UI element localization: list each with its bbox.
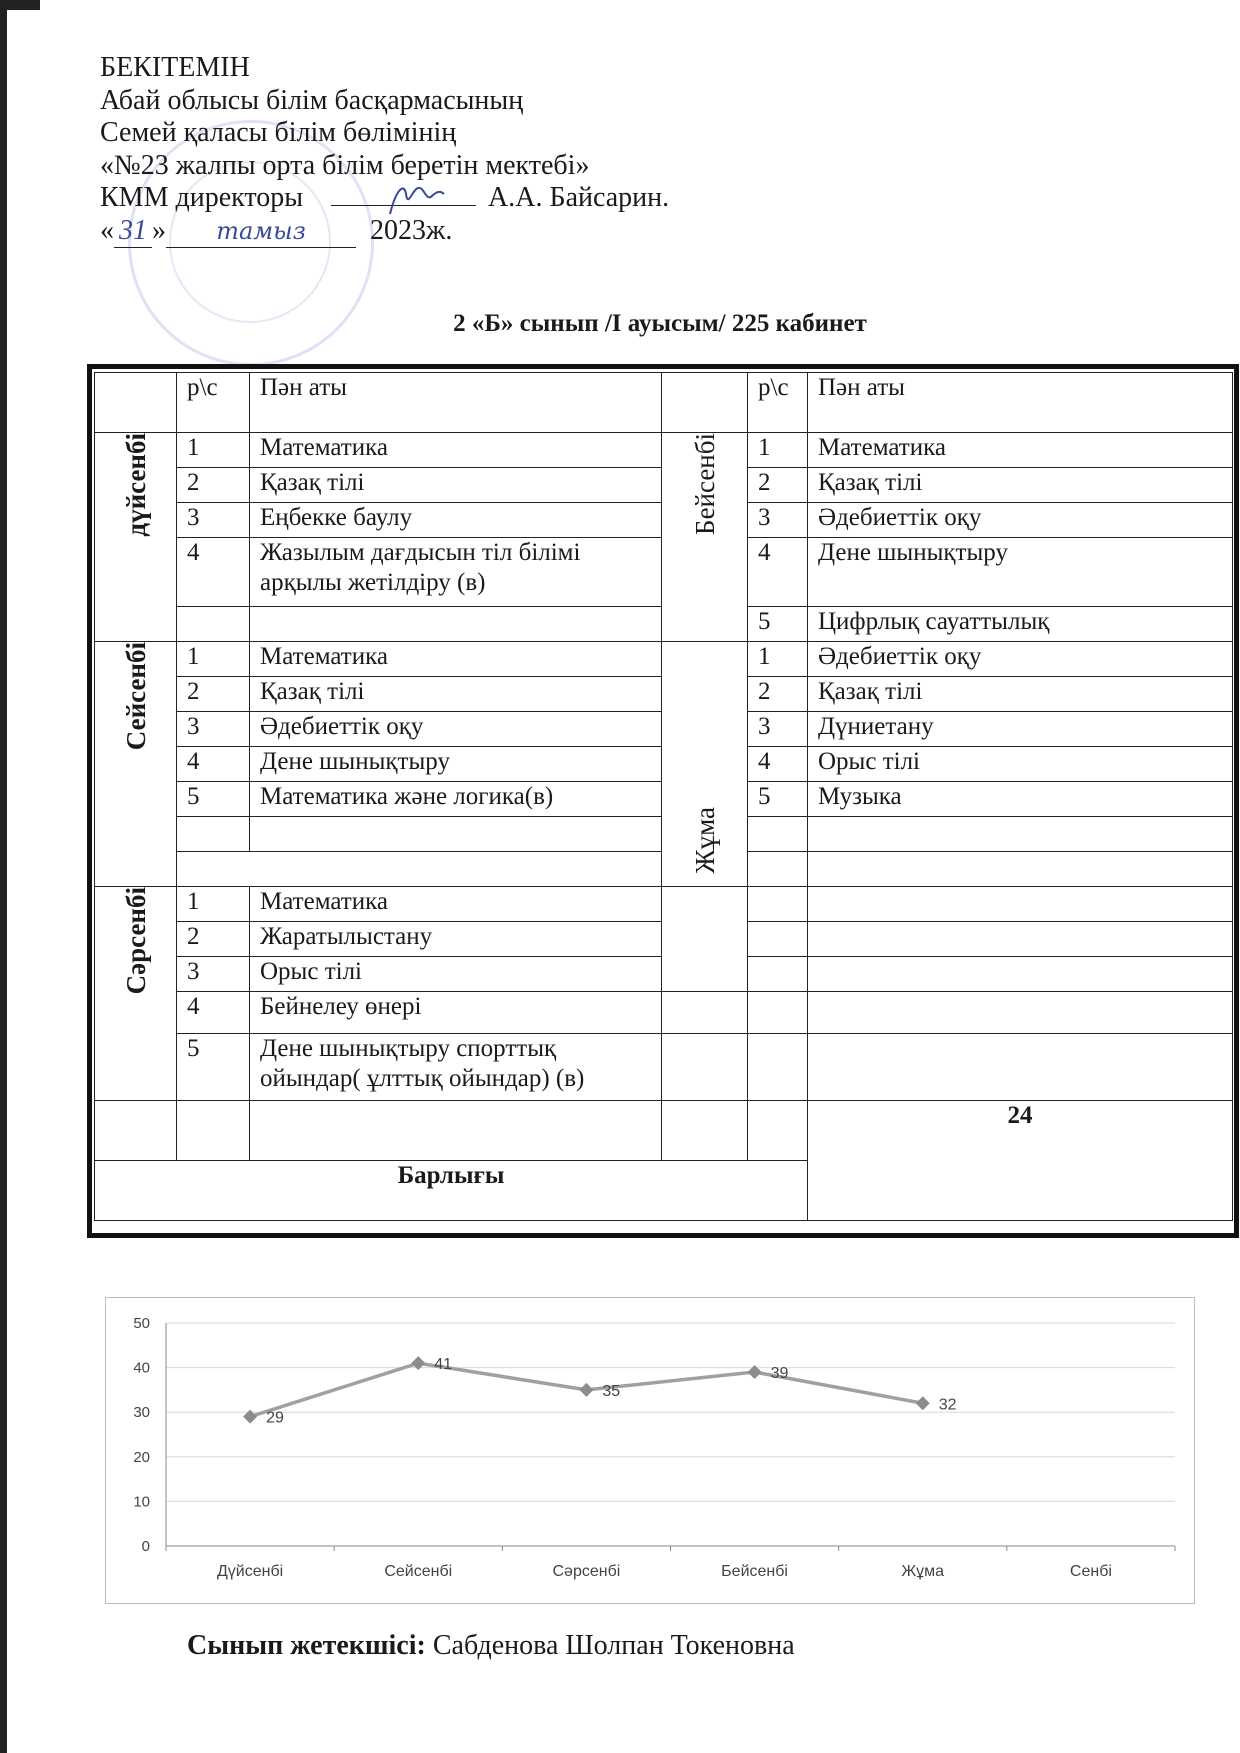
empty-cell bbox=[808, 1034, 1233, 1101]
empty-cell bbox=[748, 957, 808, 992]
director-label: КММ директоры bbox=[100, 182, 304, 213]
table-row bbox=[95, 1034, 1233, 1101]
lesson-num: 4 bbox=[177, 538, 250, 607]
y-tick-label: 20 bbox=[133, 1448, 150, 1466]
lesson-num: 2 bbox=[748, 468, 808, 503]
total-label: Барлығы bbox=[95, 1161, 808, 1221]
data-label: 39 bbox=[770, 1365, 789, 1383]
data-label: 35 bbox=[602, 1382, 621, 1400]
lesson-num: 5 bbox=[748, 782, 808, 817]
lesson-num: 2 bbox=[177, 677, 250, 712]
lesson-num: 1 bbox=[177, 642, 250, 677]
lesson-subject: Жазылым дағдысын тіл білімі арқылы жетілдіру (в) bbox=[250, 538, 662, 607]
lesson-subject: Цифрлық сауаттылық bbox=[808, 607, 1233, 642]
empty-cell bbox=[808, 852, 1233, 887]
approval-title: БЕКІТЕМІН bbox=[100, 52, 250, 83]
lesson-num: 4 bbox=[748, 747, 808, 782]
lesson-subject: Бейнелеу өнері bbox=[250, 992, 662, 1034]
lesson-num: 4 bbox=[748, 538, 808, 607]
class-teacher bbox=[187, 1630, 795, 1662]
x-tick-label: Сейсенбі bbox=[384, 1563, 453, 1580]
empty-cell bbox=[250, 607, 662, 642]
lesson-subject: Математика bbox=[250, 887, 662, 922]
table-row bbox=[95, 887, 1233, 922]
lesson-num: 5 bbox=[177, 1034, 250, 1101]
empty-cell bbox=[748, 1101, 808, 1161]
lesson-num: 2 bbox=[177, 468, 250, 503]
x-tick-label: Бейсенбі bbox=[721, 1563, 788, 1580]
lesson-subject: Музыка bbox=[808, 782, 1233, 817]
empty-cell bbox=[177, 852, 662, 887]
y-tick-label: 40 bbox=[133, 1359, 150, 1377]
director-name: А.А. Байсарин. bbox=[488, 182, 670, 213]
empty-cell bbox=[177, 1101, 250, 1161]
lesson-subject: Орыс тілі bbox=[250, 957, 662, 992]
table-header-row bbox=[95, 373, 1233, 433]
approval-date bbox=[100, 215, 669, 249]
y-tick-label: 10 bbox=[133, 1493, 150, 1511]
data-label: 41 bbox=[434, 1356, 453, 1374]
empty-cell bbox=[808, 922, 1233, 957]
lesson-subject: Дене шынықтыру спорттық ойындар( ұлттық ойындар) (в) bbox=[250, 1034, 662, 1101]
date-month: тамыз bbox=[166, 215, 356, 249]
lesson-subject: Дене шынықтыру bbox=[808, 538, 1233, 607]
empty-cell bbox=[662, 1101, 748, 1161]
empty-cell bbox=[748, 817, 808, 852]
date-quote-open: « bbox=[100, 214, 114, 246]
schedule-table bbox=[94, 372, 1233, 1221]
approval-block bbox=[100, 52, 669, 248]
approval-line-1: Абай облысы білім басқармасының bbox=[100, 84, 524, 116]
day-tuesday: Сейсенбі bbox=[95, 642, 177, 887]
director-signature bbox=[386, 180, 446, 220]
header-empty-left bbox=[95, 373, 177, 433]
y-tick-label: 0 bbox=[141, 1538, 150, 1555]
empty-cell bbox=[250, 1101, 662, 1161]
data-label: 32 bbox=[938, 1396, 957, 1414]
x-tick-label: Сәрсенбі bbox=[552, 1563, 621, 1580]
data-point bbox=[579, 1383, 593, 1397]
day-wednesday: Сәрсенбі bbox=[95, 887, 177, 1101]
lesson-subject: Қазақ тілі bbox=[250, 677, 662, 712]
teacher-name: Сабденова Шолпан Токеновна bbox=[425, 1630, 795, 1661]
lessons-line-chart bbox=[105, 1297, 1195, 1604]
lesson-num: 1 bbox=[748, 642, 808, 677]
x-tick-label: Жұма bbox=[901, 1563, 945, 1580]
header-subject-right: Пән аты bbox=[808, 373, 1233, 433]
lesson-num: 5 bbox=[177, 782, 250, 817]
approval-line-3: «№23 жалпы орта білім беретін мектебі» bbox=[100, 149, 590, 181]
empty-cell bbox=[748, 922, 808, 957]
lesson-subject: Қазақ тілі bbox=[808, 468, 1233, 503]
lesson-num: 1 bbox=[748, 433, 808, 468]
lesson-num: 3 bbox=[177, 503, 250, 538]
header-num-left: р\с bbox=[177, 373, 250, 433]
lesson-subject: Дене шынықтыру bbox=[250, 747, 662, 782]
scan-border-left bbox=[0, 0, 7, 1753]
lesson-subject: Қазақ тілі bbox=[250, 468, 662, 503]
lesson-num: 3 bbox=[177, 957, 250, 992]
header-empty-right bbox=[662, 373, 748, 433]
day-thursday: Бейсенбі bbox=[662, 433, 748, 642]
lesson-num: 4 bbox=[177, 992, 250, 1034]
x-tick-label: Сенбі bbox=[1069, 1563, 1112, 1580]
empty-cell bbox=[250, 817, 662, 852]
empty-cell bbox=[662, 887, 748, 992]
y-tick-label: 30 bbox=[133, 1404, 150, 1422]
lesson-subject: Дүниетану bbox=[808, 712, 1233, 747]
empty-cell bbox=[177, 607, 250, 642]
lesson-num: 2 bbox=[748, 677, 808, 712]
lesson-num: 3 bbox=[177, 712, 250, 747]
date-year: 2023ж. bbox=[370, 214, 453, 246]
lesson-num: 2 bbox=[177, 922, 250, 957]
lesson-subject: Әдебиеттік оқу bbox=[808, 503, 1233, 538]
empty-cell bbox=[748, 887, 808, 922]
lesson-num: 3 bbox=[748, 712, 808, 747]
empty-cell bbox=[662, 992, 748, 1034]
empty-cell bbox=[748, 852, 808, 887]
lesson-subject: Әдебиеттік оқу bbox=[250, 712, 662, 747]
lesson-num: 5 bbox=[748, 607, 808, 642]
lesson-subject: Әдебиеттік оқу bbox=[808, 642, 1233, 677]
teacher-label: Сынып жетекшісі: bbox=[187, 1630, 426, 1661]
lesson-subject: Қазақ тілі bbox=[808, 677, 1233, 712]
lesson-num: 3 bbox=[748, 503, 808, 538]
empty-cell bbox=[748, 992, 808, 1034]
table-row bbox=[95, 992, 1233, 1034]
x-tick-label: Дүйсенбі bbox=[216, 1563, 284, 1580]
y-tick-label: 50 bbox=[133, 1315, 150, 1332]
scan-border-top bbox=[0, 0, 40, 10]
lesson-subject: Еңбекке баулу bbox=[250, 503, 662, 538]
lesson-subject: Математика bbox=[250, 642, 662, 677]
empty-cell bbox=[748, 1034, 808, 1101]
table-row bbox=[95, 433, 1233, 468]
lesson-subject: Орыс тілі bbox=[808, 747, 1233, 782]
lesson-num: 1 bbox=[177, 887, 250, 922]
empty-cell bbox=[662, 1034, 748, 1101]
data-point bbox=[916, 1396, 930, 1410]
empty-cell bbox=[808, 957, 1233, 992]
data-label: 29 bbox=[266, 1409, 284, 1427]
empty-cell bbox=[808, 817, 1233, 852]
date-quote-close: » bbox=[152, 214, 166, 246]
lesson-subject: Математика bbox=[808, 433, 1233, 468]
empty-cell bbox=[95, 1101, 177, 1161]
director-line bbox=[100, 182, 669, 215]
lesson-num: 4 bbox=[177, 747, 250, 782]
empty-cell bbox=[808, 887, 1233, 922]
lesson-subject: Математика және логика(в) bbox=[250, 782, 662, 817]
approval-line-2: Семей қаласы білім бөлімінің bbox=[100, 117, 457, 148]
lesson-subject: Математика bbox=[250, 433, 662, 468]
empty-cell bbox=[808, 992, 1233, 1034]
day-friday: Жұма bbox=[662, 642, 748, 887]
header-subject-left: Пән аты bbox=[250, 373, 662, 433]
table-row bbox=[95, 642, 1233, 677]
total-lessons: 24 bbox=[808, 1101, 1233, 1221]
day-monday: дүйсенбі bbox=[95, 433, 177, 642]
date-day: 31 bbox=[114, 215, 152, 249]
header-num-right: р\с bbox=[748, 373, 808, 433]
table-row bbox=[95, 1101, 1233, 1161]
empty-cell bbox=[177, 817, 250, 852]
lesson-num: 1 bbox=[177, 433, 250, 468]
lesson-subject: Жаратылыстану bbox=[250, 922, 662, 957]
schedule-subtitle: 2 «Б» сынып /І ауысым/ 225 кабинет bbox=[453, 310, 867, 337]
